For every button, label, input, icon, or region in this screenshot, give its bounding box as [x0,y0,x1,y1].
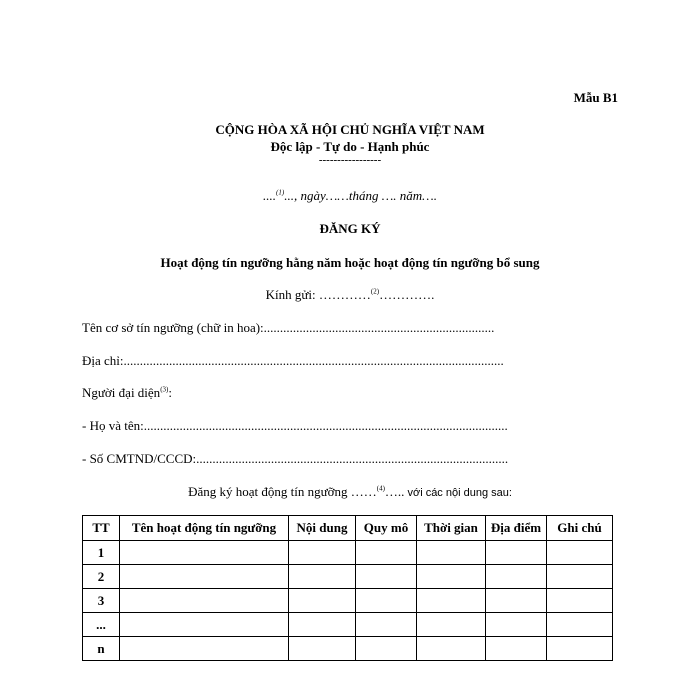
row-number: 2 [83,565,120,589]
table-cell [120,589,289,613]
date-prefix: .... [263,188,277,203]
header-content: Nội dung [289,516,356,541]
activities-table [82,515,613,661]
header-tt: TT [83,516,120,541]
table-cell [486,613,547,637]
footnote-4: (4) [376,484,385,493]
header-location: Địa điểm [486,516,547,541]
form-code: Mẫu B1 [573,90,618,105]
representative-colon: : [168,385,172,400]
national-motto: Độc lập - Tự do - Hạnh phúc [270,139,430,154]
table-cell [120,565,289,589]
representative-label [82,385,172,401]
table-cell [417,589,486,613]
table-cell [547,589,613,613]
country-name: CỘNG HÒA XÃ HỘI CHỦ NGHĨA VIỆT NAM [215,122,485,137]
register-line [0,484,700,500]
footnote-3: (3) [160,385,169,394]
header-scale: Quy mô [356,516,417,541]
table-cell [547,565,613,589]
header-notes: Ghi chú [547,516,613,541]
recipient-text: Kính gửi: ………… [265,287,371,302]
table-cell [356,637,417,661]
table-row [83,637,613,661]
header-time: Thời gian [417,516,486,541]
table-cell [356,589,417,613]
table-cell [547,541,613,565]
table-cell [417,637,486,661]
register-suffix: với các nội dung sau: [404,487,512,499]
table-cell [289,613,356,637]
table-cell [486,541,547,565]
table-cell [120,637,289,661]
table-cell [289,589,356,613]
id-number-field: - Số CMTND/CCCD:................................................................................................ [82,451,509,466]
table-row [83,541,613,565]
date-text: ..., ngày……tháng …. năm…. [284,188,437,203]
register-text: Đăng ký hoạt động tín ngưỡng …… [188,484,377,499]
row-number: 3 [83,589,120,613]
table-cell [289,637,356,661]
representative-text: Người đại diện [82,385,161,400]
table-cell [356,613,417,637]
register-dots: ….. [384,484,405,499]
table-cell [289,565,356,589]
header-divider: ----------------- [318,154,382,166]
table-cell [356,565,417,589]
footnote-1: (1) [276,188,285,197]
document-subtitle: Hoạt động tín ngưỡng hằng năm hoặc hoạt động tín ngưỡng bổ sung [160,255,540,270]
table-row [83,589,613,613]
document-title: ĐĂNG KÝ [319,221,381,236]
table-row [83,565,613,589]
table-cell [547,637,613,661]
table-cell [486,589,547,613]
date-line [0,188,700,204]
table-cell [417,541,486,565]
row-number: n [83,637,120,661]
recipient-dots: …………. [379,287,435,302]
table-cell [356,541,417,565]
table-cell [120,541,289,565]
footnote-2: (2) [370,287,380,296]
table-cell [289,541,356,565]
table-header-row [83,516,613,541]
establishment-field: Tên cơ sở tín ngưỡng (chữ in hoa):....................................................................... [82,320,495,335]
recipient-line [0,287,700,303]
row-number: 1 [83,541,120,565]
full-name-field: - Họ và tên:................................................................................................................ [82,418,508,433]
table-cell [486,565,547,589]
table-cell [417,565,486,589]
header-activity-name: Tên hoạt động tín ngưỡng [120,516,289,541]
table-cell [486,637,547,661]
table-row [83,613,613,637]
address-field: Địa chỉ:..................................................................................................................... [82,353,504,368]
table-cell [547,613,613,637]
table-cell [417,613,486,637]
row-number: ... [83,613,120,637]
table-cell [120,613,289,637]
